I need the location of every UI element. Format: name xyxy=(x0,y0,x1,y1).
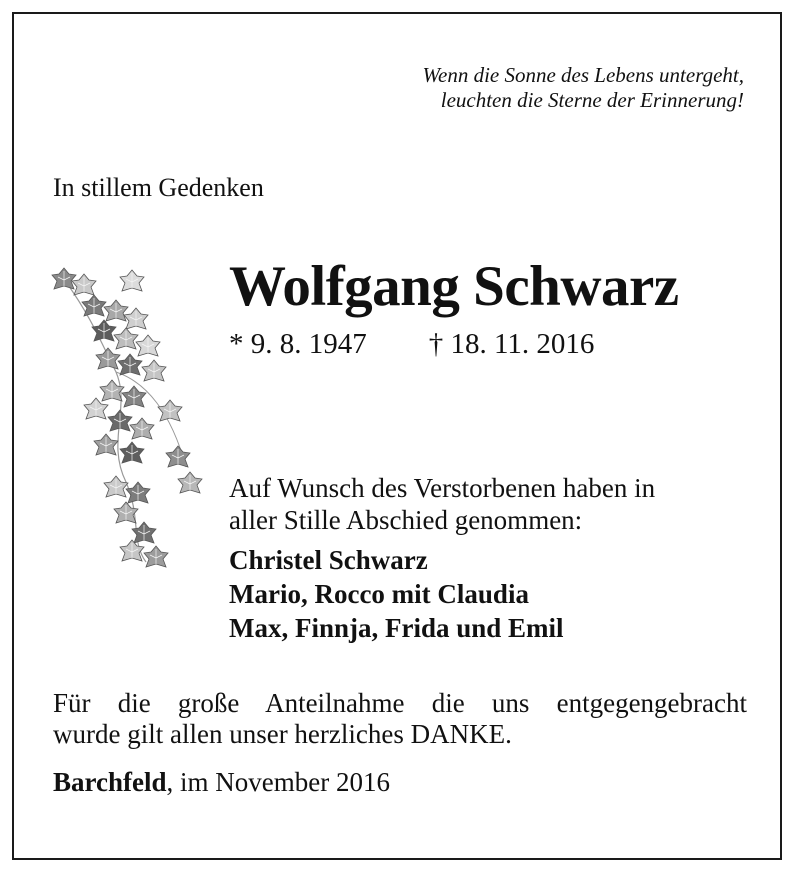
thanks-paragraph xyxy=(53,688,747,750)
place-date-line xyxy=(53,767,390,798)
thanks-line-1: Für die große Anteilnahme die uns entgegengebracht xyxy=(53,688,747,718)
notice-line-2: aller Stille Abschied genommen: xyxy=(229,505,583,535)
mourner-entry: Max, Finnja, Frida und Emil xyxy=(229,613,564,643)
place-name: Barchfeld xyxy=(53,767,167,797)
deceased-name: Wolfgang Schwarz xyxy=(229,255,679,318)
ivy-vine-illustration xyxy=(46,262,216,572)
intro-text: In stillem Gedenken xyxy=(53,173,264,202)
mourner-entry: Mario, Rocco mit Claudia xyxy=(229,579,529,609)
death-date: † 18. 11. 2016 xyxy=(428,328,595,360)
notice-line-1: Auf Wunsch des Verstorbenen haben in xyxy=(229,473,656,503)
memorial-quote xyxy=(324,63,744,113)
birth-date: * 9. 8. 1947 xyxy=(229,328,367,360)
thanks-line-2: wurde gilt allen unser herzliches DANKE. xyxy=(53,719,512,749)
quote-line-1: Wenn die Sonne des Lebens untergeht, xyxy=(422,63,744,87)
mourner-entry: Christel Schwarz xyxy=(229,545,428,575)
farewell-notice xyxy=(229,472,655,536)
mourners-list xyxy=(229,543,564,645)
life-dates xyxy=(229,328,594,361)
quote-line-2: leuchten die Sterne der Erinnerung! xyxy=(440,88,744,112)
closing-date: , im November 2016 xyxy=(166,767,390,797)
